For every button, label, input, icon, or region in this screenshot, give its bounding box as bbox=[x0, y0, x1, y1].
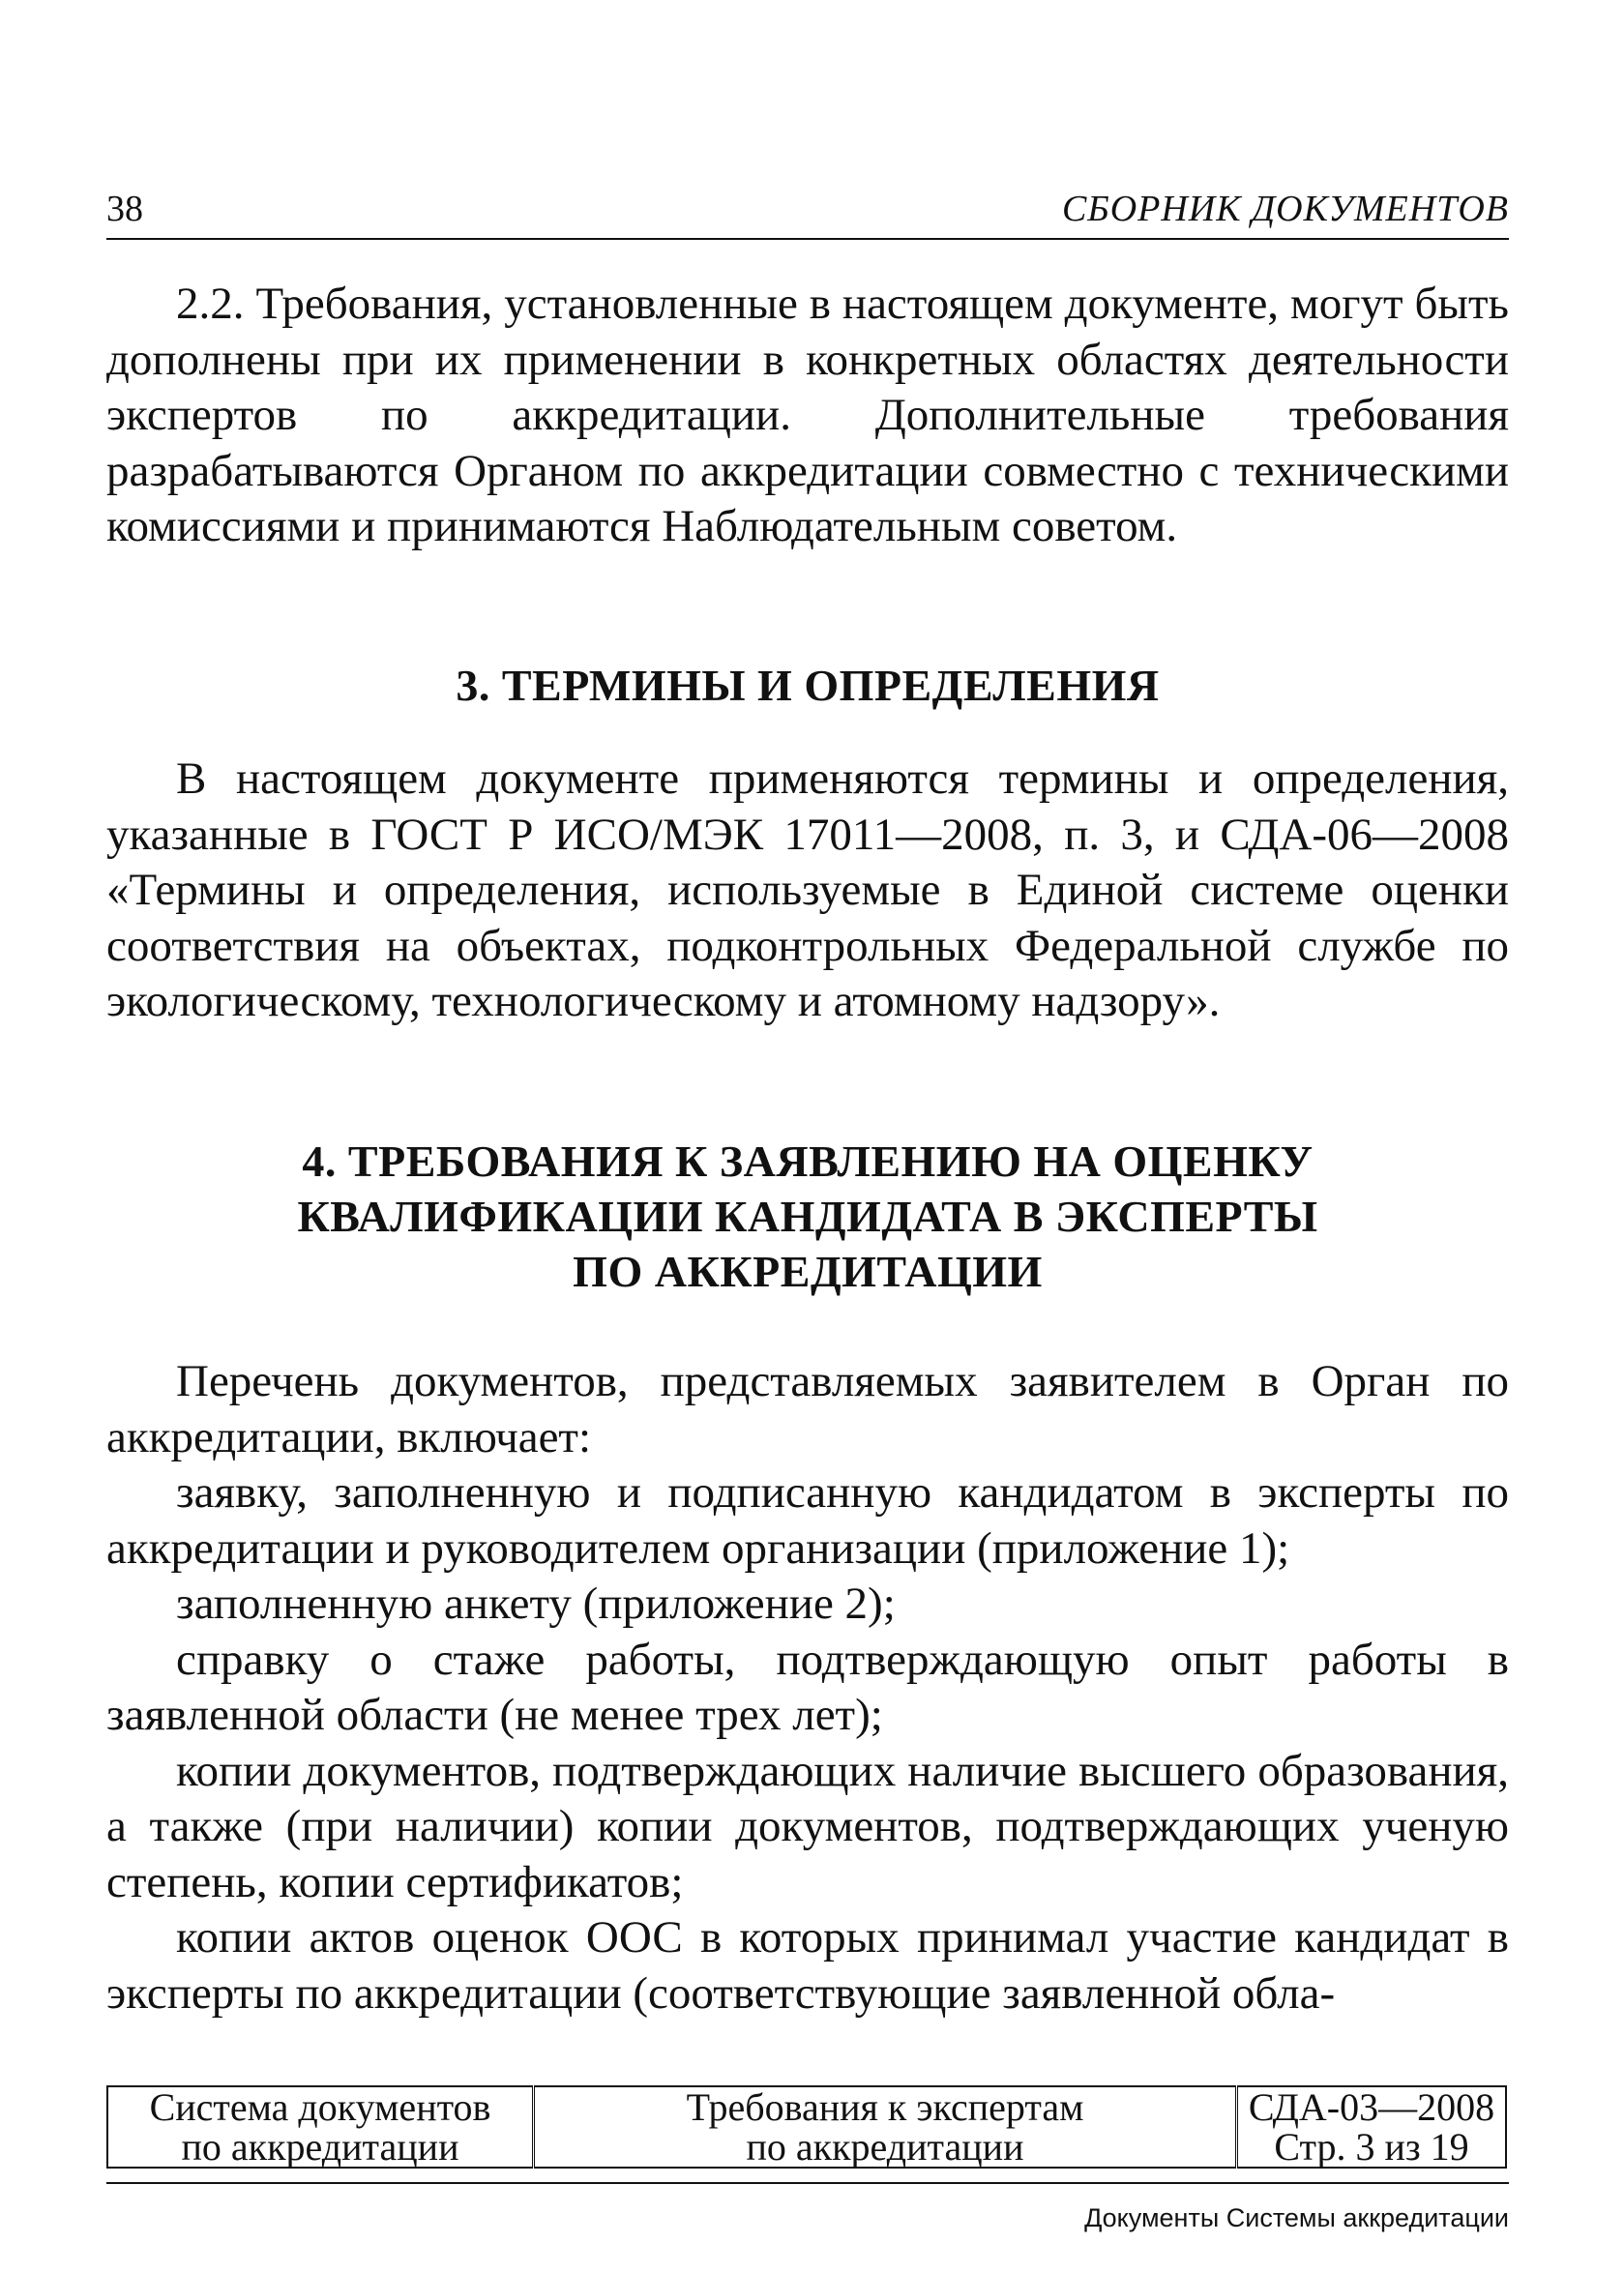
list-item: заявку, заполненную и подписанную кандидатом в эксперты по аккредитации и руководителем организации (приложение 1); bbox=[106, 1467, 1509, 1574]
bottom-divider bbox=[106, 2182, 1509, 2184]
heading-line: КВАЛИФИКАЦИИ КАНДИДАТА В ЭКСПЕРТЫ bbox=[297, 1192, 1318, 1241]
intro-paragraph: 2.2. Требования, установленные в настоящем документе, могут быть дополнены при их применении в конкретных областях деятельности экспертов по аккредитации. Дополнительные требования разрабатываются Органом по аккредитации совместно с техническими комиссиями и принимаются Наблюдательным советом. bbox=[106, 279, 1509, 551]
footer-system-line1: Система документов bbox=[149, 2085, 491, 2129]
footer-code-cell bbox=[1237, 2086, 1507, 2168]
footer-system-line2: по аккредитации bbox=[181, 2125, 459, 2169]
footer-title-line2: по аккредитации bbox=[746, 2125, 1024, 2169]
running-header bbox=[106, 186, 1509, 240]
bottom-note: Документы Системы аккредитации bbox=[1084, 2203, 1509, 2232]
list-item: заполненную анкету (приложение 2); bbox=[176, 1579, 896, 1629]
running-title: СБОРНИК ДОКУМЕНТОВ bbox=[1061, 189, 1509, 229]
list-intro: Перечень документов, представляемых заявителем в Орган по аккредитации, включает: bbox=[106, 1356, 1509, 1462]
list-item: справку о стаже работы, подтверждающую опыт работы в заявленной области (не менее трех лет); bbox=[106, 1634, 1509, 1740]
intro-paragraph-block bbox=[106, 277, 1509, 567]
footer-page-count: Стр. 3 из 19 bbox=[1274, 2125, 1469, 2169]
page-number: 38 bbox=[106, 189, 143, 229]
footer-title-line1: Требования к экспертам bbox=[686, 2085, 1084, 2129]
documents-list-block bbox=[106, 1354, 1509, 2046]
list-item: копии документов, подтверждающих наличие высшего образования, а также (при наличии) копии документов, подтверждающих ученую степень, копии сертификатов; bbox=[106, 1745, 1509, 1907]
document-footer-table bbox=[106, 2085, 1507, 2169]
list-item: копии актов оценок ООС в которых принимал участие кандидат в эксперты по аккредитации (соответствующие заявленной обла- bbox=[106, 1912, 1509, 2019]
footer-code: СДА-03—2008 bbox=[1248, 2085, 1495, 2129]
heading-line: ПО АККРЕДИТАЦИИ bbox=[573, 1247, 1043, 1296]
heading-line: 4. ТРЕБОВАНИЯ К ЗАЯВЛЕНИЮ НА ОЦЕНКУ bbox=[302, 1136, 1314, 1186]
terms-paragraph: В настоящем документе применяются термины и определения, указанные в ГОСТ Р ИСО/МЭК 17011—2008, п. 3, и СДА-06—2008 «Термины и определения, используемые в Единой системе оценки соответствия на объектах, подконтрольных Федеральной службе по экологическому, технологическому и атомному надзору». bbox=[106, 753, 1509, 1026]
section-heading-requirements bbox=[106, 1134, 1509, 1299]
terms-paragraph-block bbox=[106, 752, 1509, 1042]
section-heading-terms: 3. ТЕРМИНЫ И ОПРЕДЕЛЕНИЯ bbox=[456, 661, 1160, 710]
footer-system-cell bbox=[107, 2086, 534, 2168]
footer-title-cell bbox=[534, 2086, 1237, 2168]
